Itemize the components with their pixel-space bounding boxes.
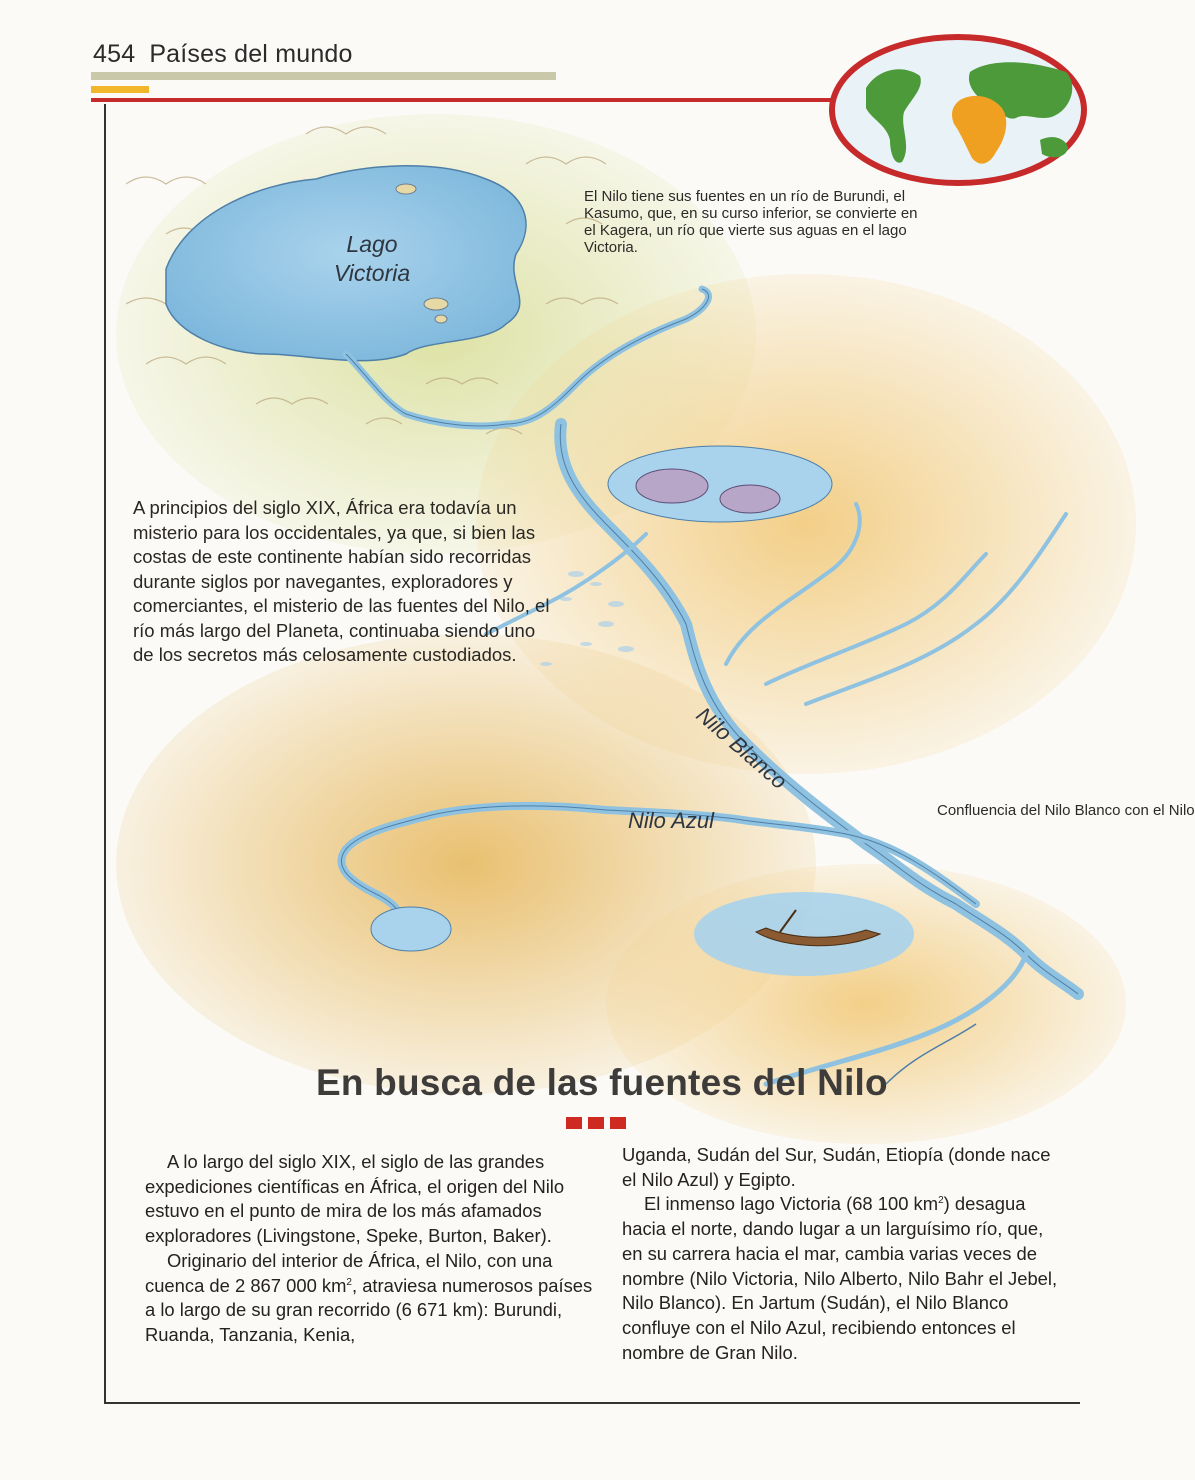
paragraph-left-2: Originario del interior de África, el Nilo, con una cuenca de 2 867 000 $km^2$, atraviesa numerosos países a lo largo de su gran recorrido (6 671 km): Burundi, Ruanda, Tanzania, Kenia, <box>145 1249 593 1345</box>
article-column-left <box>145 1150 593 1348</box>
page-number: 454 <box>93 40 136 68</box>
lake-label-line1: Lago <box>346 231 398 257</box>
article-column-right <box>622 1143 1066 1365</box>
header-rule <box>91 72 556 80</box>
title-ornament <box>566 1116 632 1134</box>
article-title: En busca de las fuentes del Nilo <box>316 1062 888 1103</box>
intro-paragraph: A principios del siglo XIX, África era todavía un misterio para los occidentales, ya que, si bien las costas de este continente habían sido recorridas durante siglos por navegantes, exploradores y comerciantes, el misterio de las fuentes del Nilo, el río más largo del Planeta, continuaba siendo uno de los secretos más celosamente custodiados. <box>133 497 550 665</box>
paragraph-left-1: A lo largo del siglo XIX, el siglo de las grandes expediciones científicas en África, el origen del Nilo estuvo en el punto de mira de los más afamados exploradores (Livingstone, Speke, Burton, Baker). <box>145 1151 565 1247</box>
paragraph-right-1: Uganda, Sudán del Sur, Sudán, Etiopía (donde nace el Nilo Azul) y Egipto. <box>622 1144 1051 1190</box>
page-header <box>93 40 353 69</box>
header-tab-marker <box>91 86 149 93</box>
confluence-note: Confluencia del Nilo Blanco con el Nilo <box>937 802 1195 819</box>
blue-nile-label: Nilo Azul <box>628 808 714 833</box>
lake-victoria-label <box>322 230 422 288</box>
world-globe <box>820 28 1090 188</box>
red-rule <box>91 98 831 102</box>
lake-label-line2: Victoria <box>333 260 411 286</box>
paragraph-right-2: El inmenso lago Victoria (68 100 $km^2$) desagua hacia el norte, dando lugar a un larguísimo río, que, en su carrera hacia el mar, cambia varias veces de nombre (Nilo Victoria, Nilo Alberto, Nilo Bahr el Jebel, Nilo Blanco). En Jartum (Sudán), el Nilo Blanco confluye con el Nilo Azul, recibiendo entonces el nombre de Gran Nilo. <box>622 1193 1058 1363</box>
white-nile-label: Nilo Blanco <box>691 702 792 794</box>
lake-tana <box>371 907 451 951</box>
source-note: El Nilo tiene sus fuentes en un río de Burundi, el Kasumo, que, en su curso inferior, se convierte en el Kagera, un río que vierte sus aguas en el lago Victoria. <box>584 188 918 256</box>
section-title: Países del mundo <box>149 40 353 68</box>
